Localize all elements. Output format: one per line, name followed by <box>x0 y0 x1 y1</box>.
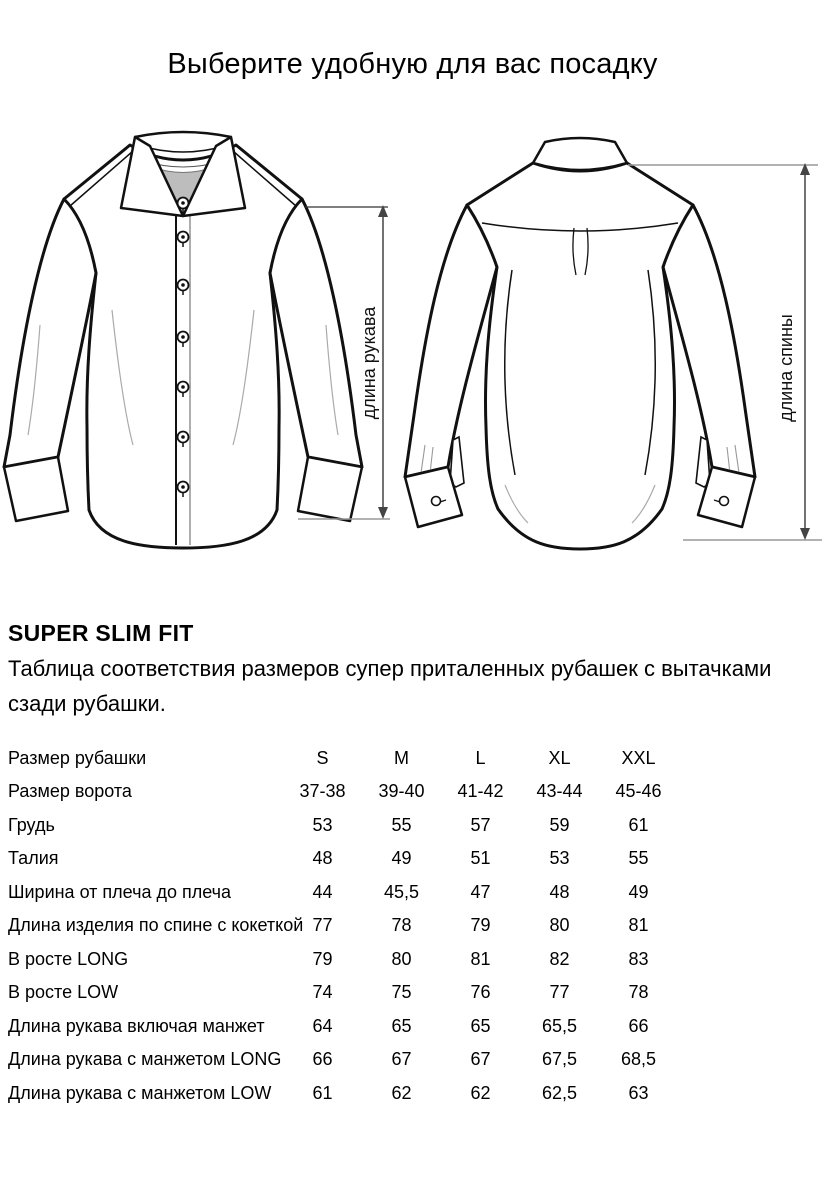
size-value: 80 <box>549 915 570 936</box>
arrow-down-icon <box>800 528 810 540</box>
size-column-header: XL <box>548 747 571 768</box>
size-value: 64 <box>312 1015 333 1036</box>
size-value: 55 <box>628 848 649 869</box>
size-value: 55 <box>391 814 412 835</box>
size-value: 51 <box>470 848 491 869</box>
size-value: 59 <box>549 814 570 835</box>
size-table <box>8 741 678 1110</box>
front-left-sleeve <box>4 199 96 467</box>
arrow-down-icon <box>378 507 388 519</box>
size-value: 62,5 <box>541 1082 578 1103</box>
back-body-outline <box>467 163 693 549</box>
fit-heading: SUPER SLIM FIT <box>8 620 194 646</box>
size-value: 61 <box>312 1082 333 1103</box>
row-label: Размер рубашки <box>8 747 147 768</box>
size-value: 62 <box>470 1082 491 1103</box>
size-value: 53 <box>549 848 570 869</box>
size-column-header: M <box>394 747 409 768</box>
size-value: 83 <box>628 948 649 969</box>
page-title: Выберите удобную для вас посадку <box>167 48 658 80</box>
size-value: 78 <box>391 915 412 936</box>
front-right-sleeve <box>270 199 362 467</box>
table-row <box>8 842 678 876</box>
front-collar-top-edge <box>135 132 231 137</box>
row-label: Длина изделия по спине с кокеткой <box>8 915 304 936</box>
size-value: 45-46 <box>615 781 662 802</box>
size-column-header: S <box>316 747 329 768</box>
size-value: 45,5 <box>383 881 420 902</box>
front-left-cuff <box>4 457 68 521</box>
size-value: 37-38 <box>299 781 346 802</box>
row-label: Длина рукава с манжетом LONG <box>8 1049 282 1070</box>
size-value: 44 <box>312 881 333 902</box>
table-row <box>8 808 678 842</box>
size-value: 47 <box>470 881 491 902</box>
size-column-header: XXL <box>621 747 656 768</box>
size-value: 79 <box>312 948 333 969</box>
table-header-row <box>8 741 678 775</box>
table-row <box>8 1009 678 1043</box>
table-row <box>8 875 678 909</box>
row-label: В росте LOW <box>8 982 119 1003</box>
table-row <box>8 976 678 1010</box>
shirt-back-drawing <box>405 138 755 549</box>
size-value: 67 <box>470 1049 491 1070</box>
size-value: 61 <box>628 814 649 835</box>
size-value: 66 <box>628 1015 649 1036</box>
size-value: 48 <box>312 848 333 869</box>
size-value: 63 <box>628 1082 649 1103</box>
size-value: 49 <box>628 881 649 902</box>
fit-description: Таблица соответствия размеров супер приталенных рубашек с вытачками сзади рубашки. <box>8 656 772 716</box>
row-label: Грудь <box>8 814 55 835</box>
size-value: 80 <box>391 948 412 969</box>
shirt-drawings <box>0 115 825 565</box>
size-value: 53 <box>312 814 333 835</box>
size-value: 76 <box>470 982 491 1003</box>
size-value: 68,5 <box>620 1049 657 1070</box>
size-value: 41-42 <box>457 781 504 802</box>
front-right-cuff <box>298 457 362 521</box>
size-column-header: L <box>475 747 486 768</box>
size-value: 57 <box>470 814 491 835</box>
size-value: 65 <box>470 1015 491 1036</box>
table-row <box>8 1043 678 1077</box>
size-value: 67,5 <box>541 1049 578 1070</box>
size-value: 75 <box>391 982 412 1003</box>
size-value: 74 <box>312 982 333 1003</box>
row-label: Размер ворота <box>8 781 132 802</box>
size-value: 77 <box>549 982 570 1003</box>
row-label: Талия <box>8 848 59 869</box>
shirt-front-drawing <box>4 132 362 548</box>
size-value: 79 <box>470 915 491 936</box>
size-value: 65 <box>391 1015 412 1036</box>
size-value: 49 <box>391 848 412 869</box>
size-value: 65,5 <box>541 1015 578 1036</box>
back-collar <box>533 138 627 170</box>
table-row <box>8 775 678 809</box>
size-value: 67 <box>391 1049 412 1070</box>
row-label: Длина рукава включая манжет <box>8 1015 265 1036</box>
size-value: 66 <box>312 1049 333 1070</box>
sleeve-length-label: длина рукава <box>358 306 379 420</box>
table-row <box>8 1076 678 1110</box>
table-row <box>8 942 678 976</box>
size-value: 82 <box>549 948 570 969</box>
row-label: Ширина от плеча до плеча <box>8 881 232 902</box>
size-guide-figure <box>0 115 825 565</box>
size-value: 77 <box>312 915 333 936</box>
back-right-sleeve <box>663 205 755 477</box>
back-length-label: длина спины <box>775 314 796 422</box>
row-label: Длина рукава с манжетом LOW <box>8 1082 272 1103</box>
back-left-sleeve <box>405 205 497 477</box>
table-row <box>8 909 678 943</box>
size-value: 62 <box>391 1082 412 1103</box>
size-value: 78 <box>628 982 649 1003</box>
size-value: 81 <box>470 948 491 969</box>
size-value: 39-40 <box>378 781 425 802</box>
row-label: В росте LONG <box>8 948 129 969</box>
size-value: 81 <box>628 915 649 936</box>
size-value: 48 <box>549 881 570 902</box>
size-value: 43-44 <box>536 781 583 802</box>
